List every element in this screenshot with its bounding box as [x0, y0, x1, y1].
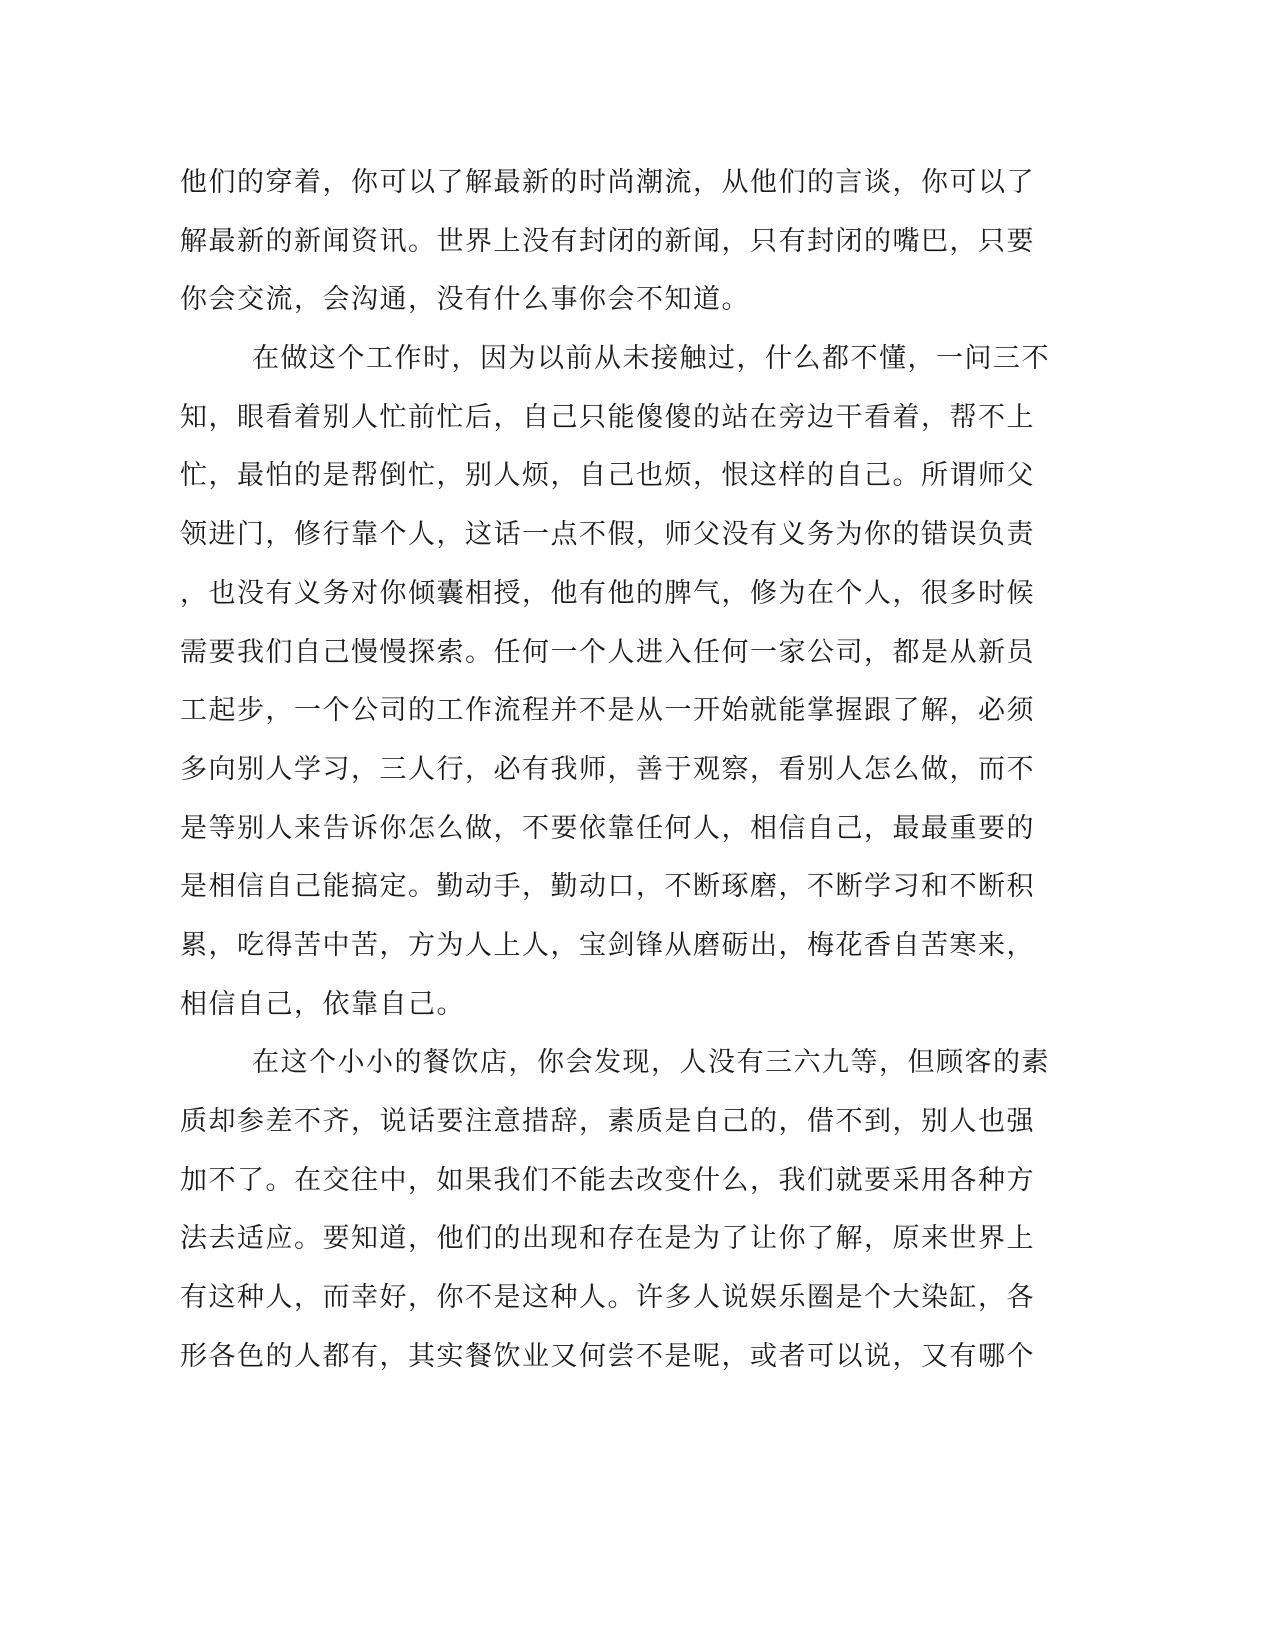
text-line: 你会交流，会沟通，没有什么事你会不知道。	[180, 284, 750, 316]
text-line: 忙，最怕的是帮倒忙，别人烦，自己也烦，恨这样的自己。所谓师父	[180, 460, 1035, 492]
text-line: 是等别人来告诉你怎么做，不要依靠任何人，相信自己，最最重要的	[180, 812, 1035, 844]
text-line: 加不了。在交往中，如果我们不能去改变什么，我们就要采用各种方	[180, 1164, 1035, 1196]
text-line: 多向别人学习，三人行，必有我师，善于观察，看别人怎么做，而不	[180, 753, 1035, 785]
text-line: 相信自己，依靠自己。	[180, 988, 465, 1020]
text-line: 工起步，一个公司的工作流程并不是从一开始就能掌握跟了解，必须	[180, 695, 1035, 727]
text-line: 需要我们自己慢慢探索。任何一个人进入任何一家公司，都是从新员	[180, 636, 1035, 668]
text-line: 累，吃得苦中苦，方为人上人，宝剑锋从磨砺出，梅花香自苦寒来，	[180, 929, 1035, 961]
paragraph-start-line: 在做这个工作时，因为以前从未接触过，什么都不懂，一问三不	[252, 343, 1050, 375]
text-line: 解最新的新闻资讯。世界上没有封闭的新闻，只有封闭的嘴巴，只要	[180, 225, 1035, 257]
body-text	[180, 154, 1060, 1386]
text-line: 他们的穿着，你可以了解最新的时尚潮流，从他们的言谈，你可以了	[180, 167, 1035, 198]
text-line: 领进门，修行靠个人，这话一点不假，师父没有义务为你的错误负责	[180, 519, 1035, 551]
text-line: 形各色的人都有，其实餐饮业又何尝不是呢，或者可以说，又有哪个	[180, 1340, 1035, 1372]
text-line: 是相信自己能搞定。勤动手，勤动口，不断琢磨，不断学习和不断积	[180, 871, 1035, 903]
text-line: ，也没有义务对你倾囊相授，他有他的脾气，修为在个人，很多时候	[180, 577, 1035, 609]
text-line: 质却参差不齐，说话要注意措辞，素质是自己的，借不到，别人也强	[180, 1106, 1035, 1137]
text-line: 法去适应。要知道，他们的出现和存在是为了让你了解，原来世界上	[180, 1223, 1035, 1255]
text-line: 有这种人，而幸好，你不是这种人。许多人说娱乐圈是个大染缸，各	[180, 1282, 1035, 1314]
paragraph-start-line: 在这个小小的餐饮店，你会发现，人没有三六九等，但顾客的素	[252, 1047, 1050, 1079]
text-line: 知，眼看着别人忙前忙后，自己只能傻傻的站在旁边干看着，帮不上	[180, 401, 1035, 433]
